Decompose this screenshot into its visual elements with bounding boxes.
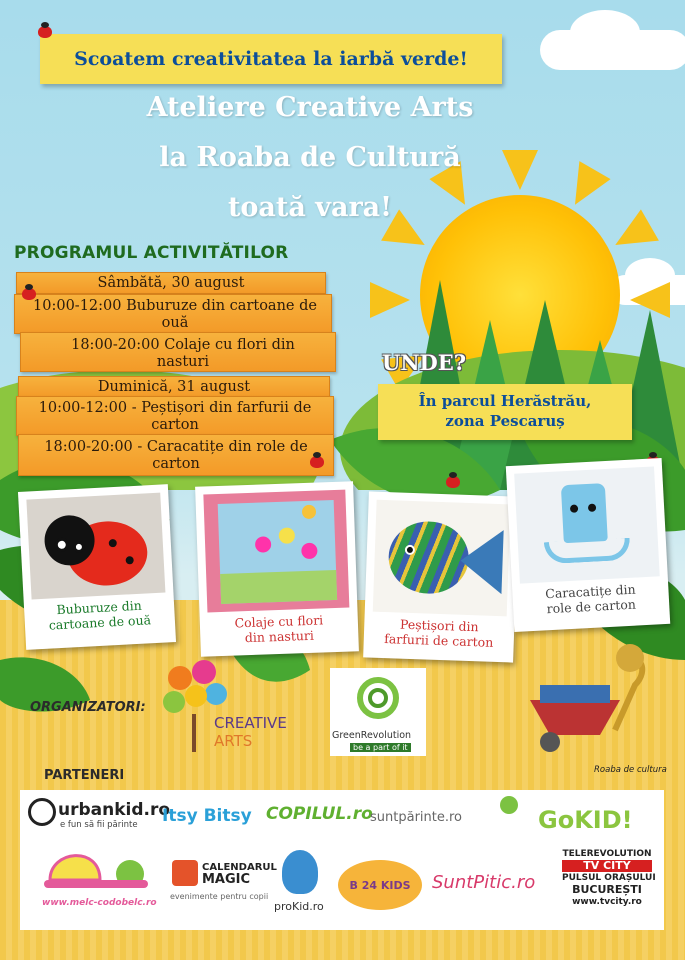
photo-card-ladybug	[18, 484, 176, 650]
caption-line: Buburuze din	[56, 597, 143, 618]
schedule-day-label: Sâmbătă, 30 august	[97, 275, 245, 291]
paper-fish-image	[373, 500, 511, 617]
ladybug-icon	[310, 456, 324, 468]
suntpitic-text: SuntPitic.ro	[432, 872, 536, 893]
urbankid-logo	[28, 798, 56, 826]
caption-line: Colaje cu flori	[234, 612, 324, 631]
calendarul-tagline: evenimente pentru copii	[170, 892, 269, 901]
b24kids-text: B 24 KIDS	[349, 878, 411, 892]
itsy-bitsy-text: Itsy Bitsy	[162, 806, 252, 826]
ladybug-icon	[38, 26, 52, 38]
title-line-3: toată vara!	[227, 192, 393, 223]
program-heading: PROGRAMUL ACTIVITĂTILOR	[14, 243, 289, 263]
title-line-2: la Roaba de Cultură	[159, 142, 461, 173]
tv-city-line: TV CITY	[562, 860, 652, 872]
calendarul-line: CALENDARUL	[202, 862, 277, 873]
tv-line: TELEREVOLUTION	[562, 849, 652, 859]
suntparinte-text: suntpărinte.ro	[370, 810, 463, 825]
urbankid-tagline: e fun să fii părinte	[60, 820, 138, 830]
photo-caption	[207, 607, 350, 646]
schedule-item	[14, 294, 332, 334]
melc-snail-icon	[40, 840, 150, 894]
melc-text: www.melc-codobelc.ro	[42, 898, 157, 908]
photo-caption	[32, 592, 168, 633]
green-revolution-tagline: be a part of it	[350, 743, 411, 752]
prokid-text: proKid.ro	[274, 900, 324, 913]
green-revolution-logo	[330, 668, 426, 756]
cloud	[570, 10, 640, 55]
schedule-item	[16, 396, 334, 436]
tv-line: PULSUL ORAȘULUI	[562, 873, 656, 883]
schedule-item	[18, 434, 334, 476]
copilul-text: COPILUL.ro	[266, 804, 373, 824]
organizers-label: ORGANIZATORI:	[30, 700, 146, 715]
location-question: UNDE?	[382, 350, 467, 375]
caption-line: farfurii de carton	[384, 631, 494, 650]
ladybug-craft-image	[26, 493, 165, 600]
ladybug-icon	[446, 476, 460, 488]
location-line-1: În parcul Herăstrău,	[418, 392, 592, 410]
schedule-item-label: 18:00-20:00 Colaje cu flori din nasturi	[71, 337, 295, 370]
photo-card-fish	[363, 491, 519, 662]
b24kids-badge	[338, 860, 422, 910]
caption-line: Peștișori din	[399, 616, 479, 635]
photo-caption	[372, 612, 507, 651]
creative-text: CREATIVE	[214, 714, 287, 732]
tv-line: www.tvcity.ro	[572, 897, 642, 907]
tv-line: BUCUREȘTI	[572, 883, 642, 896]
prokid-bear-icon	[282, 850, 318, 894]
creative-arts-text	[214, 714, 287, 750]
octopus-craft-image	[514, 466, 660, 583]
schedule-item-label: 18:00-20:00 - Caracatițe din role de carton	[44, 439, 308, 472]
tagline-text: Scoatem creativitatea la iarbă verde!	[74, 48, 468, 70]
location-line-2: zona Pescaruș	[445, 412, 565, 430]
partners-label: PARTENERI	[44, 768, 125, 783]
schedule-item-label: 10:00-12:00 - Peștișori din farfurii de carton	[38, 400, 312, 433]
calendarul-text	[202, 862, 277, 886]
caption-line: role de carton	[546, 596, 637, 617]
schedule-day-saturday	[16, 272, 326, 294]
swirl-icon	[356, 676, 400, 720]
caption-line: din nasturi	[244, 627, 315, 646]
title-line-1: Ateliere Creative Arts	[146, 92, 474, 123]
caption-line: Caracatițe din	[544, 581, 636, 602]
urbankid-text: urbankid.ro	[58, 800, 171, 820]
partners-panel	[20, 790, 664, 930]
caption-line: cartoane de ouă	[48, 612, 152, 633]
tvcity-block	[562, 848, 656, 908]
location-box	[378, 384, 632, 440]
schedule-day-sunday	[18, 376, 330, 398]
roaba-de-cultura-text: Roaba de cultura	[594, 765, 667, 775]
schedule-item	[20, 332, 336, 372]
roaba-de-cultura-logo	[520, 640, 660, 765]
green-revolution-text: GreenRevolution	[332, 730, 412, 741]
ladybug-icon	[22, 288, 36, 300]
arts-text: ARTS	[214, 732, 253, 750]
button-flowers-image	[203, 490, 349, 613]
gokid-figure-icon	[500, 796, 518, 814]
magic-line: MAGIC	[202, 872, 251, 887]
photo-card-flowers	[195, 481, 359, 656]
calendar-icon	[172, 860, 198, 886]
schedule-day-label: Duminică, 31 august	[97, 379, 251, 395]
photo-card-octopus	[506, 458, 670, 632]
gokid-text: GoKID!	[538, 806, 633, 834]
schedule-item-label: 10:00-12:00 Buburuze din cartoane de ouă	[33, 298, 317, 331]
tagline-banner	[40, 34, 502, 84]
